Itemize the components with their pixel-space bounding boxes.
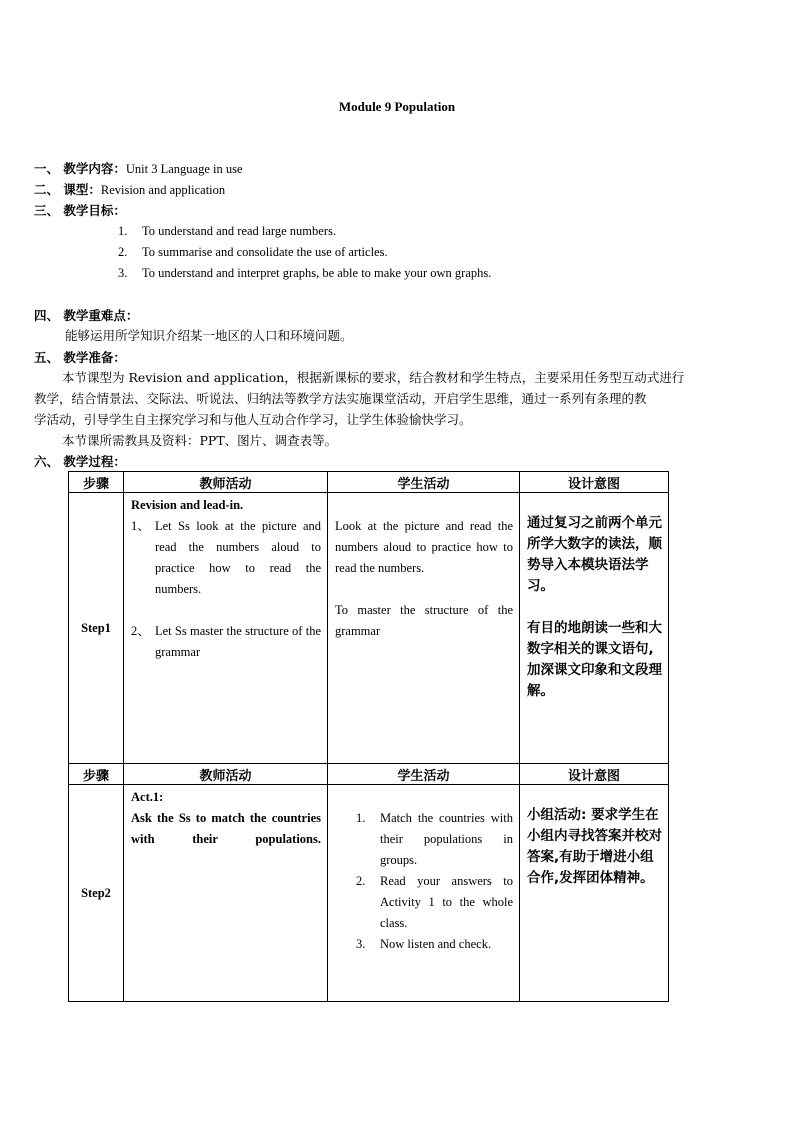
design-intent-text: 有目的地朗读一些和大数字相关的课文语句,加深课文印象和文段理解。: [527, 620, 662, 699]
objective-item: [118, 245, 388, 260]
objective-number: 2.: [118, 245, 128, 259]
header-design: 设计意图: [520, 764, 669, 785]
teacher-activity-title: Revision and lead-in.: [131, 498, 244, 512]
table-header-row: [69, 764, 669, 785]
objective-number: 1.: [118, 224, 128, 238]
teacher-activity: [124, 493, 328, 764]
objective-item: [118, 224, 336, 239]
objective-item: [118, 266, 491, 281]
header-step: 步骤: [69, 472, 124, 493]
teacher-activity-item: [131, 516, 321, 600]
step-label: Step1: [69, 493, 124, 764]
step-label: Step2: [69, 785, 124, 1002]
student-activity-text: To master the structure of the grammar: [335, 603, 513, 638]
teacher-activity-text: Ask the Ss to match the countries with their populations.: [131, 811, 321, 846]
header-design: 设计意图: [520, 472, 669, 493]
item-number: 2.: [356, 874, 366, 888]
design-intent-text: 通过复习之前两个单元所学大数字的读法，顺势导入本模块语法学习。: [527, 515, 662, 594]
preparation-line: 学活动，引导学生自主探究学习和与他人互动合作学习，让学生体验愉快学习。: [34, 412, 472, 427]
item-text: Match the countries with their populations in groups.: [380, 811, 513, 867]
section-value: Unit 3 Language in use: [125, 162, 243, 176]
section-label: 四、 教学重难点：: [34, 308, 139, 323]
student-activity-item: [356, 808, 513, 871]
item-text: Now listen and check.: [380, 937, 492, 951]
item-number: 3.: [356, 937, 366, 951]
design-intent: [520, 785, 669, 1002]
key-points-text: 能够运用所学知识介绍某一地区的人口和环境问题。: [65, 328, 353, 343]
header-student: 学生活动: [328, 764, 520, 785]
header-teacher: 教师活动: [124, 764, 328, 785]
teacher-activity-title: Act.1:: [131, 790, 164, 804]
section-label: 一、 教学内容：: [34, 161, 126, 176]
section-content: [34, 160, 243, 178]
table-row-step1: [69, 493, 669, 764]
item-text: Let Ss master the structure of the grammar: [155, 624, 321, 659]
page-title: Module 9 Population: [338, 99, 456, 114]
item-text: Let Ss look at the picture and read the numbers aloud to practice how to read the numbers.: [155, 519, 321, 596]
teacher-activity-item: [131, 621, 321, 663]
objective-text: To summarise and consolidate the use of articles.: [142, 245, 388, 259]
student-activity-text: Look at the picture and read the numbers aloud to practice how to read the numbers.: [335, 519, 513, 575]
header-teacher: 教师活动: [124, 472, 328, 493]
section-value: Revision and application: [100, 183, 226, 197]
preparation-line: 教学，结合情景法、交际法、听说法、归纳法等教学方法实施课堂活动，开启学生思维，通过一系列有条理的教: [34, 391, 647, 406]
preparation-line: 本节课型为 Revision and application，根据新课标的要求，结合教材和学生特点，主要采用任务型互动式进行: [62, 370, 685, 385]
objective-text: To understand and read large numbers.: [142, 224, 336, 238]
section-label: 二、 课型：: [34, 182, 101, 197]
objective-text: To understand and interpret graphs, be able to make your own graphs.: [142, 266, 492, 280]
item-number: 1、: [131, 519, 150, 533]
section-label: 五、 教学准备：: [34, 350, 126, 365]
process-table: [68, 471, 669, 1002]
teacher-activity: [124, 785, 328, 1002]
design-intent-text: 小组活动: 要求学生在小组内寻找答案并校对答案,有助于增进小组合作,发挥团体精神。: [527, 807, 662, 886]
design-intent: [520, 493, 669, 764]
section-key-points: [34, 307, 138, 324]
header-student: 学生活动: [328, 472, 520, 493]
table-row-step2: [69, 785, 669, 1002]
section-label: 六、 教学过程：: [34, 454, 126, 469]
student-activity-item: [356, 934, 513, 955]
item-number: 1.: [356, 811, 366, 825]
student-activity: [328, 785, 520, 1002]
table-header-row: [69, 472, 669, 493]
item-number: 2、: [131, 624, 150, 638]
student-activity-item: [356, 871, 513, 934]
section-label: 三、 教学目标：: [34, 203, 126, 218]
header-step: 步骤: [69, 764, 124, 785]
section-objectives: [34, 202, 126, 219]
section-preparation: [34, 349, 126, 366]
student-activity: [328, 493, 520, 764]
section-lesson-type: [34, 181, 225, 199]
item-text: Read your answers to Activity 1 to the whole class.: [380, 874, 513, 930]
objective-number: 3.: [118, 266, 128, 280]
preparation-materials: 本节课所需教具及资料：PPT、图片、调查表等。: [62, 433, 338, 448]
section-process: [34, 453, 126, 470]
